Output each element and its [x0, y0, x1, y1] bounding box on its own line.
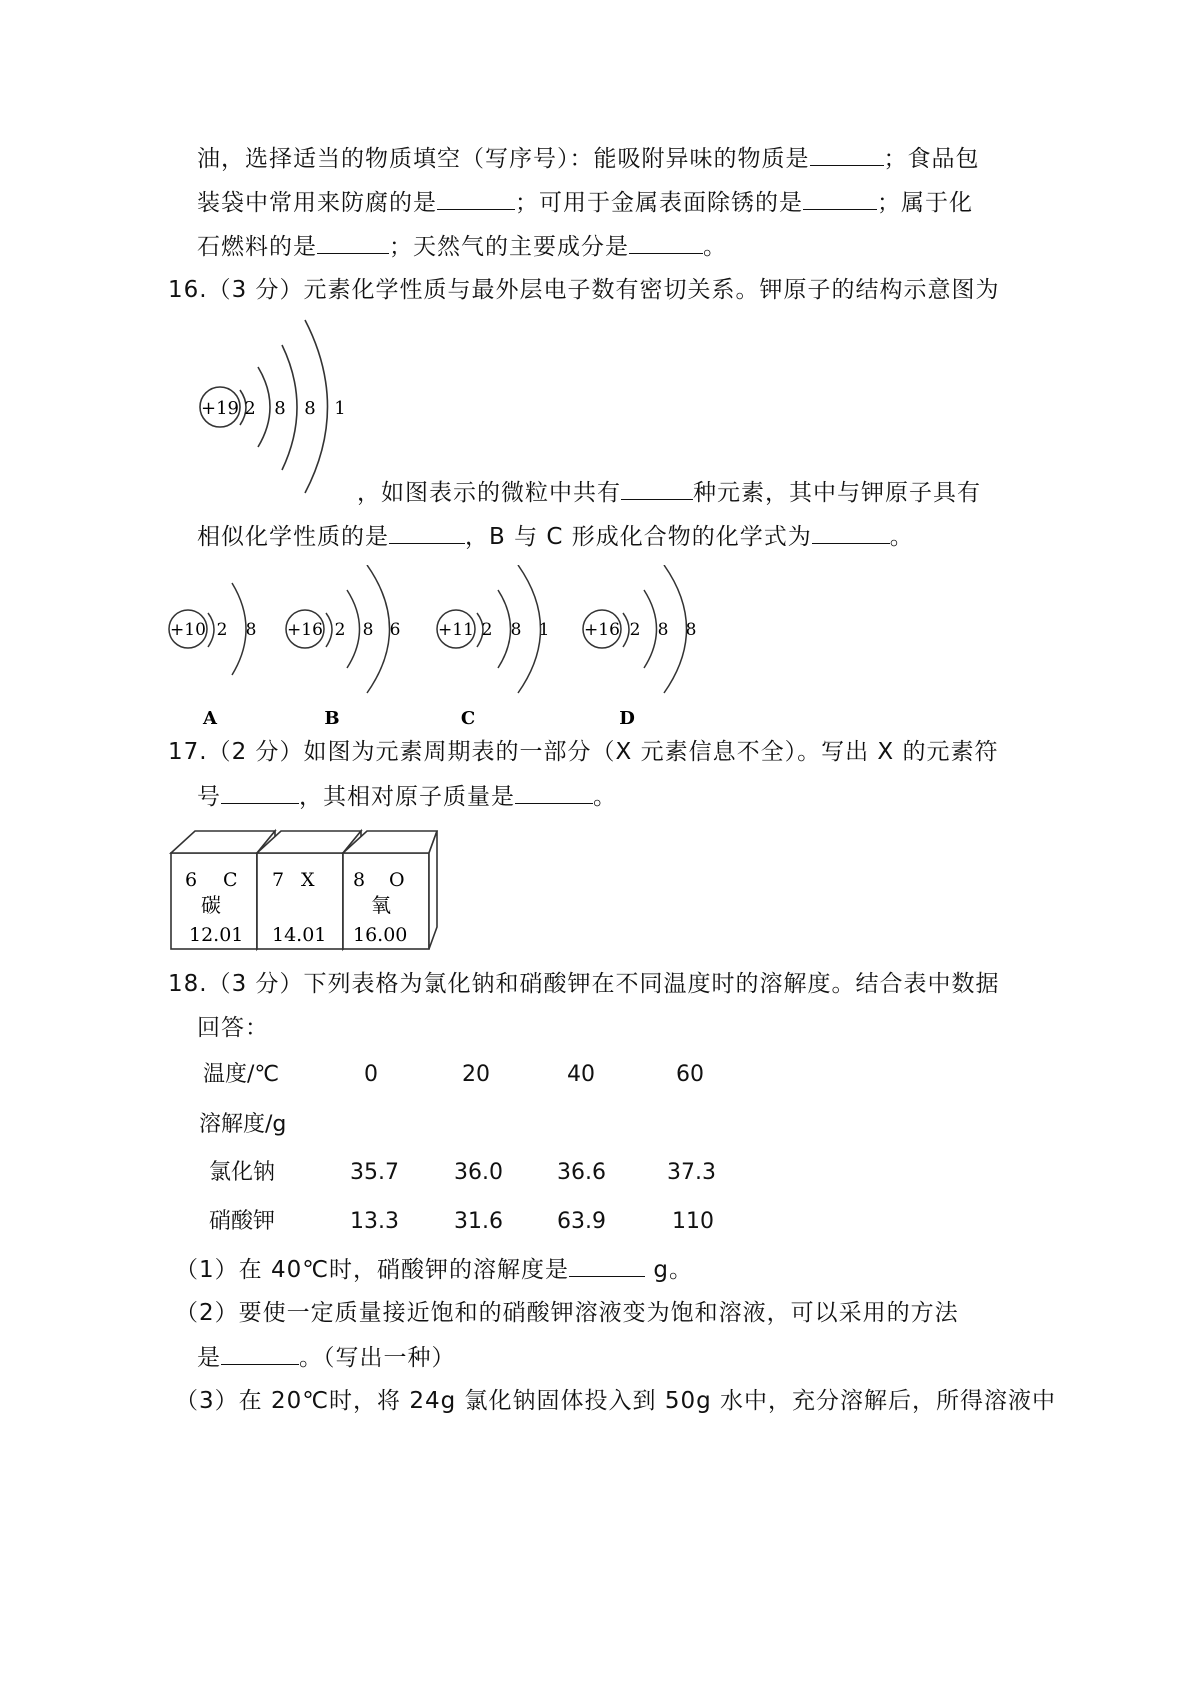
element-name: 碳 — [201, 893, 221, 917]
particle-a — [169, 583, 256, 729]
atomic-mass: 14.01 — [272, 924, 327, 946]
answer-blank[interactable] — [389, 521, 465, 544]
table-cell: 37.3 — [667, 1160, 716, 1185]
shell-electron-count: 8 — [245, 620, 257, 640]
q18-sub-2-line-2 — [197, 1342, 456, 1373]
shell-electron-count: 8 — [510, 620, 522, 640]
q15-text: ；属于化 — [877, 190, 973, 216]
q16-line-2 — [357, 477, 981, 508]
answer-blank[interactable] — [515, 781, 593, 804]
shell-electron-count: 6 — [389, 620, 401, 640]
q15-text: 。 — [703, 234, 727, 260]
answer-blank[interactable] — [812, 521, 890, 544]
nucleus-charge: +16 — [287, 620, 323, 640]
table-cell: 63.9 — [557, 1209, 606, 1234]
answer-blank[interactable] — [803, 187, 877, 210]
q16-title: 16.（3 分）元素化学性质与最外层电子数有密切关系。钾原子的结构示意图为 — [168, 277, 1000, 303]
q16-text: ，B 与 C 形成化合物的化学式为 — [465, 524, 812, 550]
table-header-cell: 40 — [567, 1062, 595, 1087]
answer-blank[interactable] — [317, 231, 389, 254]
particle-label: C — [460, 708, 476, 729]
table-row-label: 氯化钠 — [209, 1160, 276, 1185]
q15-text: ；可用于金属表面除锈的是 — [515, 190, 803, 216]
nucleus-charge: +10 — [170, 620, 206, 640]
particle-label: A — [203, 708, 217, 729]
q15-text: 装袋中常用来防腐的是 — [197, 190, 437, 216]
shell-electron-count: 2 — [334, 620, 346, 640]
particle-label: B — [324, 708, 340, 729]
q18-text: 是 — [197, 1345, 221, 1371]
potassium-atom-diagram — [190, 315, 360, 500]
atomic-number: 7 — [272, 869, 285, 891]
electron-shell-arc — [258, 367, 270, 447]
answer-blank[interactable] — [437, 187, 515, 210]
nucleus-charge: +11 — [438, 620, 474, 640]
q15-line-1 — [197, 143, 980, 174]
periodic-table-fragment — [165, 825, 445, 955]
electron-shell-arc — [623, 613, 629, 647]
atomic-number: 8 — [353, 869, 366, 891]
table-cell: 35.7 — [350, 1160, 399, 1185]
shell-electron-count: 1 — [538, 620, 550, 640]
answer-blank[interactable] — [221, 1342, 299, 1365]
electron-shell-arc — [644, 590, 657, 668]
table-row-label: 硝酸钾 — [209, 1209, 276, 1234]
q16-text: ，如图表示的微粒中共有 — [357, 480, 621, 506]
electron-shell-arc — [208, 613, 214, 647]
table-header-cell: 60 — [676, 1062, 704, 1087]
shell-electron-count: 2 — [481, 620, 493, 640]
q17-title: 17.（2 分）如图为元素周期表的一部分（X 元素信息不全）。写出 X 的元素符 — [168, 739, 999, 765]
table-header-cell: 20 — [462, 1062, 490, 1087]
q18-sub-3-line-1: （3）在 20℃时，将 24g 氯化钠固体投入到 50g 水中，充分溶解后，所得溶液中 — [175, 1388, 1057, 1414]
q18-text: （1）在 40℃时，硝酸钾的溶解度是 — [175, 1257, 570, 1283]
q18-title: 18.（3 分）下列表格为氯化钠和硝酸钾在不同温度时的溶解度。结合表中数据 — [168, 971, 1000, 997]
q17-text: 。 — [593, 784, 617, 810]
element-name: 氧 — [371, 893, 391, 917]
shell-electron-count: 8 — [685, 620, 697, 640]
atomic-mass: 16.00 — [353, 924, 408, 946]
table-cell: 36.6 — [557, 1160, 606, 1185]
table-cell: 110 — [672, 1209, 714, 1234]
electron-shell-arc — [232, 583, 246, 675]
q16-line-3 — [197, 521, 914, 552]
answer-blank[interactable] — [810, 143, 884, 166]
atomic-mass: 12.01 — [189, 924, 244, 946]
q16-text: 相似化学性质的是 — [197, 524, 389, 550]
particle-label: D — [619, 708, 635, 729]
cell-side — [429, 831, 437, 949]
answer-blank[interactable] — [621, 477, 693, 500]
table-cell: 36.0 — [454, 1160, 503, 1185]
element-symbol: X — [301, 869, 315, 891]
nucleus-charge: +19 — [201, 398, 239, 419]
particle-c — [437, 565, 549, 729]
q18-sub-2-line-1: （2）要使一定质量接近饱和的硝酸钾溶液变为饱和溶液，可以采用的方法 — [175, 1300, 959, 1326]
electron-shell-arc — [347, 590, 360, 668]
element-symbol: O — [389, 869, 405, 891]
q15-text: ；天然气的主要成分是 — [389, 234, 629, 260]
q18-line-2: 回答： — [197, 1015, 269, 1041]
q17-text: 号 — [197, 784, 221, 810]
electron-shell-arc — [498, 590, 511, 668]
nucleus-charge: +16 — [584, 620, 620, 640]
table-cell: 31.6 — [454, 1209, 503, 1234]
q16-text: 种元素，其中与钾原子具有 — [693, 480, 981, 506]
shell-electron-count: 2 — [244, 398, 256, 419]
shell-electron-count: 2 — [629, 620, 641, 640]
solubility-table — [0, 1060, 1200, 1240]
q17-text: ，其相对原子质量是 — [299, 784, 515, 810]
shell-electron-count: 8 — [362, 620, 374, 640]
table-header-cell: 0 — [364, 1062, 378, 1087]
q18-text: 。（写出一种） — [299, 1345, 456, 1371]
answer-blank[interactable] — [569, 1254, 645, 1277]
table-header-solubility: 溶解度/g — [199, 1112, 287, 1137]
shell-electron-count: 8 — [274, 398, 286, 419]
answer-blank[interactable] — [629, 231, 703, 254]
q15-line-3 — [197, 231, 727, 262]
shell-electron-count: 8 — [304, 398, 316, 419]
shell-electron-count: 2 — [216, 620, 228, 640]
q15-text: ；食品包 — [883, 146, 980, 172]
table-cell: 13.3 — [350, 1209, 399, 1234]
electron-shell-arc — [326, 613, 332, 647]
q15-text: 石燃料的是 — [197, 234, 317, 260]
q16-text: 。 — [889, 524, 914, 550]
answer-blank[interactable] — [221, 781, 299, 804]
shell-electron-count: 1 — [334, 398, 346, 419]
q15-text: 油，选择适当的物质填空（写序号）：能吸附异味的物质是 — [197, 146, 810, 172]
shell-electron-count: 8 — [657, 620, 669, 640]
element-cell-oxygen — [343, 831, 437, 949]
particle-b — [286, 565, 400, 729]
table-header-temp: 温度/℃ — [203, 1062, 280, 1087]
element-symbol: C — [223, 869, 238, 891]
atomic-number: 6 — [185, 869, 198, 891]
particle-diagrams — [160, 565, 720, 735]
q15-line-2 — [197, 187, 973, 218]
q17-line-2 — [197, 781, 617, 812]
q18-sub-1 — [175, 1254, 693, 1285]
q18-text: g。 — [645, 1257, 693, 1283]
particle-d — [583, 565, 696, 729]
